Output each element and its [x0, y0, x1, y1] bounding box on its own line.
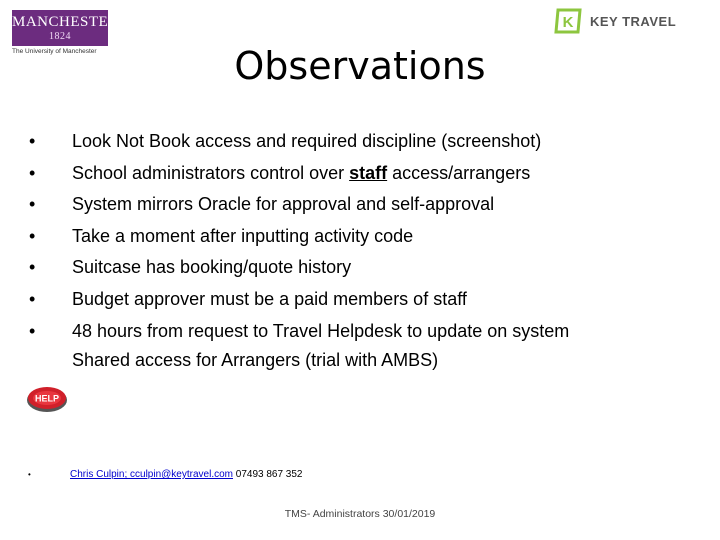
bullet-item: • Take a moment after inputting activity code — [29, 225, 414, 246]
key-travel-wordmark: KEY TRAVEL — [590, 14, 677, 29]
key-travel-logo — [552, 8, 712, 36]
contact-bullet: • — [28, 470, 31, 479]
bullet-item: • Budget approver must be a paid members of staff — [29, 288, 467, 309]
bullet-item: • Look Not Book access and required discipline (screenshot) — [29, 131, 542, 151]
bullet-list — [24, 128, 664, 379]
page-title: Observations — [234, 44, 486, 88]
bullet-item: • School administrators control over staff access/arrangers — [29, 162, 531, 183]
contact-email-link[interactable]: Chris Culpin; cculpin@keytravel.com — [70, 469, 233, 480]
bullet-item: • System mirrors Oracle for approval and self-approval — [29, 194, 495, 215]
key-travel-icon — [552, 8, 584, 34]
contact-phone: 07493 867 352 — [232, 469, 303, 480]
emphasized-word: staff — [349, 162, 388, 183]
svg-text:HELP: HELP — [34, 393, 60, 404]
bullet-item: • Suitcase has booking/quote history — [29, 257, 352, 278]
manchester-logo-name: MANCHESTER — [12, 14, 119, 30]
manchester-logo-subtitle: The University of Manchester — [12, 48, 97, 55]
svg-text:K: K — [562, 14, 574, 31]
bullet-item: • 48 hours from request to Travel Helpdesk to update on system — [29, 320, 570, 341]
help-icon — [24, 384, 70, 414]
bullet-item: Shared access for Arrangers (trial with AMBS) — [72, 350, 439, 371]
contact-line — [28, 469, 303, 480]
manchester-logo-year: 1824 — [49, 31, 71, 42]
manchester-logo-box — [12, 10, 119, 46]
slide-footer: TMS- Administrators 30/01/2019 — [284, 508, 436, 520]
